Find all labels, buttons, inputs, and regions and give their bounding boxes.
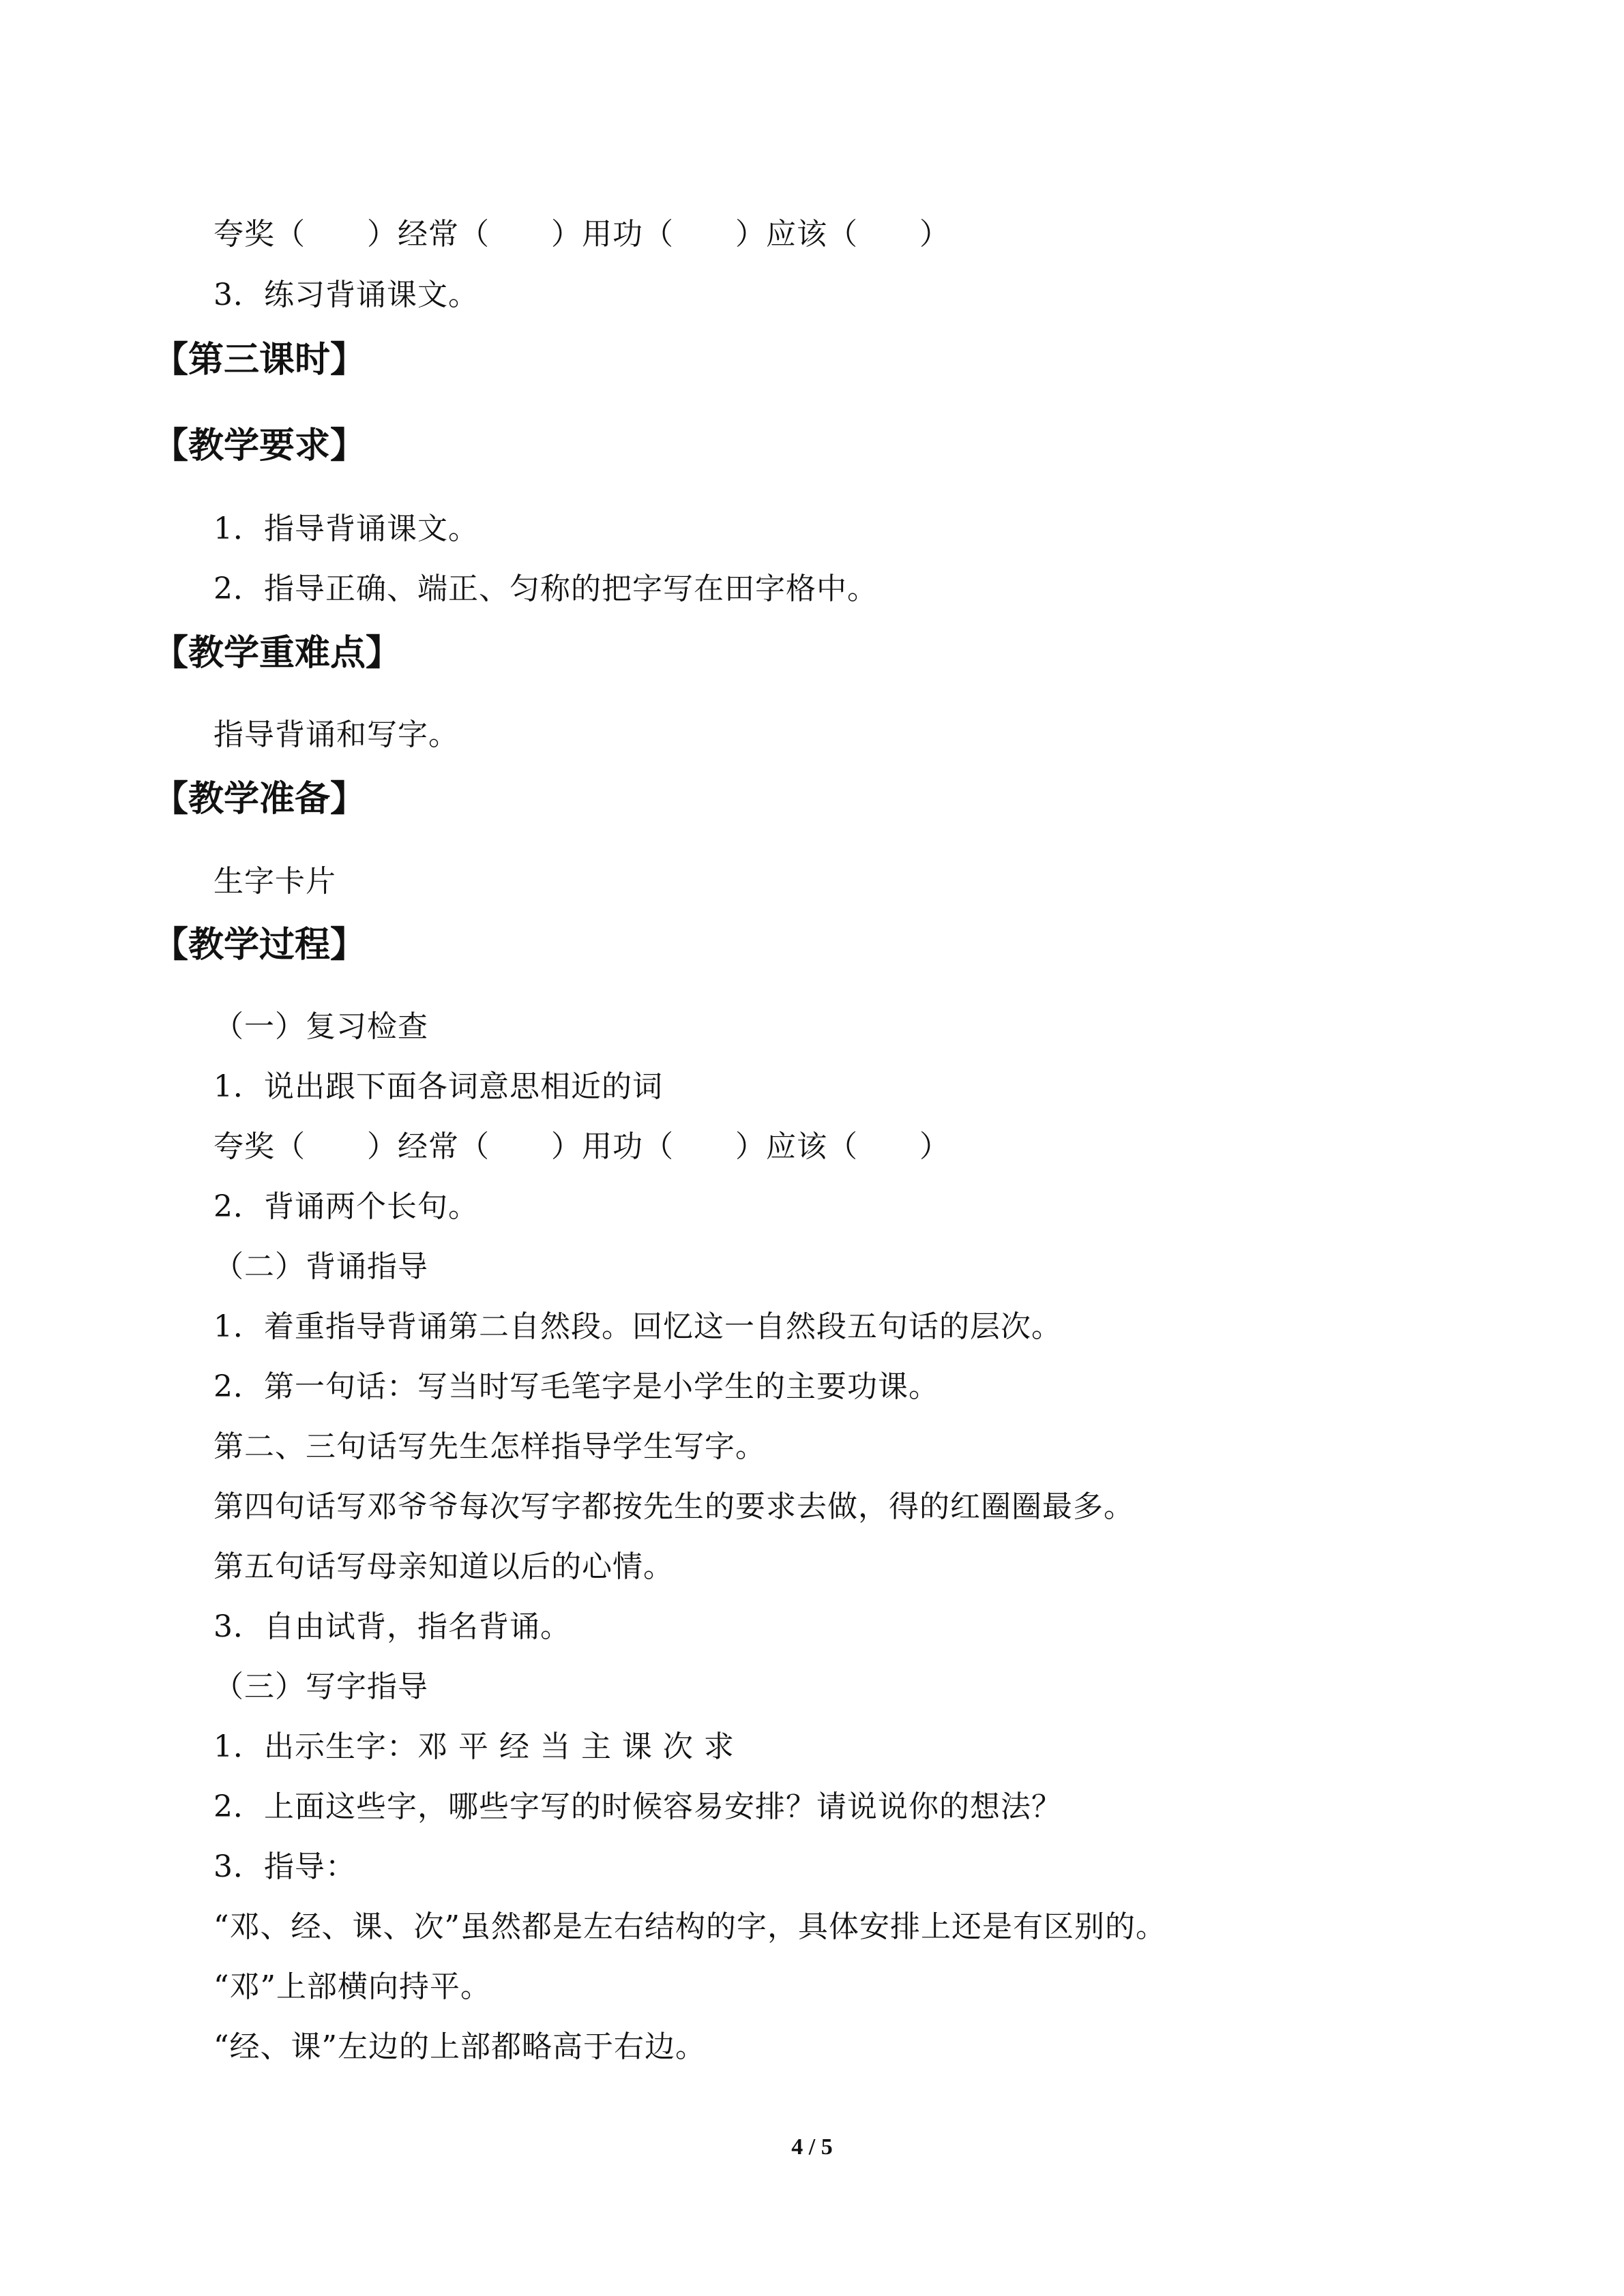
practice-recite-line: 3．练习背诵课文。 bbox=[213, 278, 479, 312]
heading-key-points: 【教学重难点】 bbox=[153, 633, 402, 674]
process-line: （一）复习检查 bbox=[213, 1009, 428, 1044]
process-line: （二）背诵指导 bbox=[213, 1249, 428, 1284]
key-points-text: 指导背诵和写字。 bbox=[213, 717, 459, 752]
synonym-exercise-line: 夸奖（ ）经常（ ）用功（ ）应该（ ） bbox=[213, 217, 950, 252]
requirement-item: 2．指导正确、端正、匀称的把字写在田字格中。 bbox=[213, 571, 878, 606]
process-line: “邓”上部横向持平。 bbox=[213, 1969, 491, 2004]
process-line: 2．第一句话：写当时写毛笔字是小学生的主要功课。 bbox=[213, 1369, 939, 1404]
process-line: 1．说出跟下面各词意思相近的词 bbox=[213, 1069, 663, 1104]
heading-teaching-process: 【教学过程】 bbox=[153, 925, 366, 966]
process-line: 第五句话写母亲知道以后的心情。 bbox=[213, 1549, 674, 1584]
process-line: 3．自由试背，指名背诵。 bbox=[213, 1609, 571, 1644]
process-line: 3．指导： bbox=[213, 1849, 356, 1884]
heading-lesson-3: 【第三课时】 bbox=[153, 340, 366, 381]
process-line: 第四句话写邓爷爷每次写字都按先生的要求去做，得的红圈圈最多。 bbox=[213, 1489, 1134, 1524]
heading-preparation: 【教学准备】 bbox=[153, 779, 366, 820]
page-number: 4 / 5 bbox=[791, 2134, 833, 2160]
process-line: 1．出示生字：邓 平 经 当 主 课 次 求 bbox=[213, 1729, 735, 1764]
requirement-item: 1．指导背诵课文。 bbox=[213, 511, 479, 546]
process-line: 夸奖（ ）经常（ ）用功（ ）应该（ ） bbox=[213, 1129, 950, 1164]
process-line: “邓、经、课、次”虽然都是左右结构的字，具体安排上还是有区别的。 bbox=[213, 1909, 1166, 1944]
preparation-text: 生字卡片 bbox=[213, 864, 336, 899]
process-line: “经、课”左边的上部都略高于右边。 bbox=[213, 2029, 706, 2064]
process-line: （三）写字指导 bbox=[213, 1669, 428, 1704]
process-line: 1．着重指导背诵第二自然段。回忆这一自然段五句话的层次。 bbox=[213, 1309, 1062, 1344]
process-line: 2．上面这些字，哪些字写的时候容易安排？请说说你的想法？ bbox=[213, 1789, 1062, 1824]
process-line: 第二、三句话写先生怎样指导学生写字。 bbox=[213, 1429, 766, 1464]
heading-teaching-requirements: 【教学要求】 bbox=[153, 426, 366, 466]
process-line: 2．背诵两个长句。 bbox=[213, 1189, 479, 1224]
